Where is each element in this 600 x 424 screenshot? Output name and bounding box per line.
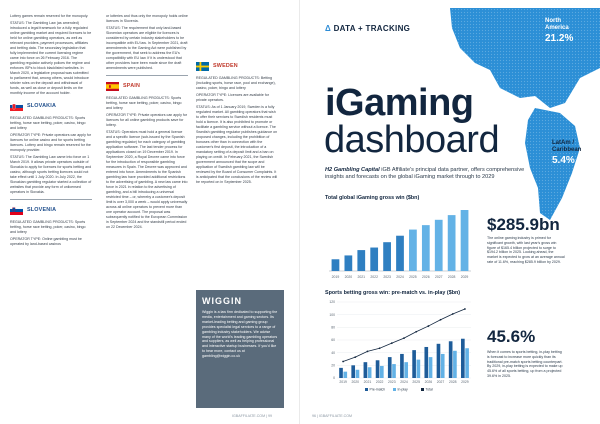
chart2-x-tick-label: 2023 (388, 380, 396, 384)
intro-lead: H2 Gambling Capital (325, 167, 380, 173)
col2-text-top: or lotteries and thus only the monopoly holds online licences in Slovenia. (106, 14, 188, 23)
region-pct: 21.2% (545, 33, 574, 44)
chart2-bar-in-play (380, 366, 384, 378)
chart2-x-tick-label: 2028 (448, 380, 457, 384)
region-latam (552, 140, 588, 166)
chart2-legend-label: Total (425, 387, 433, 392)
chart2-legend-swatch (393, 388, 396, 391)
chart1-bar (422, 225, 430, 271)
chart2-bar-pre-match (400, 354, 404, 378)
chart1-bar (396, 236, 404, 271)
header-brand: DATA + TRACKING (333, 24, 411, 33)
chart2-bar-pre-match (461, 339, 465, 378)
chart2-bar-in-play (417, 360, 421, 378)
chart2-x-tick-label: 2021 (363, 380, 372, 384)
chart1-bar (357, 250, 365, 271)
chart1-x-tick-label: 2027 (434, 275, 443, 279)
chart2-bar-pre-match (376, 360, 380, 378)
chart2-y-tick-label: 0 (333, 376, 335, 381)
chart2-x-tick-label: 2027 (436, 380, 445, 384)
chart1-x-tick-label: 2024 (396, 275, 404, 279)
chart2-x-tick-label: 2022 (375, 380, 384, 384)
chart2-bar-pre-match (339, 368, 343, 378)
chart2-x-tick-label: 2029 (461, 380, 469, 384)
chart2-total-point (367, 351, 369, 353)
chart2-bar-in-play (465, 348, 469, 378)
divider (10, 199, 92, 200)
chart2-big-number: 45.6% (487, 327, 536, 346)
chart1-x-tick-label: 2022 (370, 275, 378, 279)
spain-status: STATUS: Operators must hold a general licence and a specific licence (sub-issued by the Spanish gambling regulator) for each category of gambling application software. The last tender process for applications closed on 19 December 2019. In September 2020, a Royal Decree came into force for the introduction of responsible gambling measures in Spain. The Decree was approved and entered into force. Amendments to the Spanish gambling law have provided additional restrictions to the advertising of gambling. A new law came into force in 2021 in relation to the advertising of gambling, and a bill introducing a universal restricted time – or, whereby a customer's deposit limit is over 3,000 a week – would apply universally across all online operators to prevent more than one operator account. The proposal was subsequently notified to the European Commission in September 2024 and the standstill period ended on 22 December 2024. (106, 130, 188, 229)
chart2-bar-in-play (441, 354, 445, 378)
chart2-total-point (403, 337, 405, 339)
slovakia-name: SLOVAKIA (27, 103, 57, 109)
chart1-x-tick-label: 2023 (383, 275, 391, 279)
chart1-x-tick-label: 2029 (460, 275, 469, 279)
wiggin-logo: WIGGIN (202, 296, 242, 306)
chart2-total-point (415, 331, 417, 333)
sweden-operator: OPERATOR TYPE: Licences are available for private operators. (196, 93, 269, 102)
slovenia-name: SLOVENIA (27, 207, 57, 213)
chart2-y-tick-label: 40 (331, 350, 335, 355)
chart2-x-tick-label: 2020 (351, 380, 360, 384)
sweden-name: SWEDEN (213, 63, 238, 69)
chart1-bar (435, 220, 443, 271)
page-title: iGaming (325, 82, 474, 124)
wiggin-info-box (196, 290, 284, 408)
chart1-bar (370, 248, 378, 271)
chart1-x-tick-label: 2020 (344, 275, 353, 279)
chart1-x-tick-label: 2026 (422, 275, 430, 279)
region-name: North America (545, 18, 569, 31)
chart1-title: Total global iGaming gross win ($bn) (325, 195, 420, 201)
chart2-total-point (464, 308, 466, 310)
chart2-bar-in-play (356, 370, 360, 378)
chart2-total-line (343, 309, 465, 362)
chart2-y-tick-label: 100 (329, 312, 335, 317)
chart1-bar (409, 230, 417, 271)
wiggin-text: Wiggin is a law firm dedicated to supporting the media, entertainment and gaming sectors. Its market-leading betting and gaming group provides specialist legal services to a range of gambling industry stakeholders. We advise many of the world's leading gambling operators and suppliers, as well as helping professional and interactive startup businesses. If you'd like to hear more, contact us at gambling@wiggin.co.uk (202, 310, 278, 359)
intro-rest: iGB Affiliate's principal data partner, offers comprehensive insights and forecasts on the global iGaming market through to 2029 (325, 167, 525, 180)
chart2-bar-pre-match (364, 362, 368, 378)
chart1-bar (461, 210, 469, 271)
region-pct: 5.4% (552, 155, 575, 166)
chart1-big-number: $285.9bn (487, 215, 560, 234)
slovakia-operator: OPERATOR TYPE: Private operators can apply for licences for online casino and for sports betting licences. Lottery and bingo remain reserved for the monopoly provider. (10, 133, 92, 152)
left-column-2 (106, 14, 188, 232)
chart2-y-tick-label: 120 (329, 300, 335, 305)
brand-mark-icon: Δ (325, 24, 332, 33)
slovakia-products: REGULATED GAMBLING PRODUCTS: Sports betting, horse race betting, poker, casino, bingo and lottery (10, 116, 86, 130)
chart1-description: The online gaming industry is primed for significant growth, with last year's gross win figure of $165.4 billion projected to surge to $194.2 billion in 2025. Looking ahead, the market is expected to grow at an average annual rate of 11.6%, reaching $285.9 billion by 2029. (487, 236, 565, 264)
col1-intro-1: Lottery games remain reserved for the monopoly. (10, 14, 89, 18)
left-column-3 (196, 14, 278, 187)
chart2-total-point (342, 361, 344, 363)
chart2-bar-in-play (453, 351, 457, 378)
chart2-total-point (354, 356, 356, 358)
chart2-x-tick-label: 2026 (424, 380, 433, 384)
chart1-x-tick-label: 2028 (447, 275, 456, 279)
chart2-svg (325, 298, 475, 394)
chart2-bar-in-play (392, 364, 396, 378)
chart2-bar-pre-match (388, 357, 392, 378)
spain-flag-icon (106, 82, 119, 91)
sweden-products: REGULATED GAMBLING PRODUCTS: Betting (including sports, horse race, pool and exchange), casino, poker, bingo and lottery (196, 76, 276, 90)
chart1-x-tick-label: 2025 (409, 275, 417, 279)
slovenia-products: REGULATED GAMBLING PRODUCTS: Sports betting, horse race betting, poker, casino, bingo and lottery (10, 220, 86, 234)
spain-products: REGULATED GAMBLING PRODUCTS: Sports betting, horse race betting, poker, casino, bingo and lottery (106, 96, 182, 110)
slovakia-flag-icon (10, 102, 23, 111)
col2-status: STATUS: The requirement that only land-based Slovenian operators are eligible for licences is considered by certain industry stakeholders to be incompatible with EU law. In September 2021, draft amendments to the Gaming Act were published by the government, that seek to address the EU's compatibility with EU law. If it is understood that other providers have been made since the draft amendments were published. (106, 26, 188, 70)
slovenia-operator: OPERATOR TYPE: Online gambling must be operated by land-based casinos (10, 237, 82, 246)
chart2-total-point (379, 347, 381, 349)
chart1-bar (344, 255, 352, 271)
slovenia-flag-icon (10, 206, 23, 215)
chart2-total-point (391, 342, 393, 344)
chart2-x-tick-label: 2025 (412, 380, 420, 384)
chart2-bar-pre-match (424, 347, 428, 378)
chart2-y-tick-label: 60 (331, 338, 335, 343)
chart2-x-tick-label: 2019 (339, 380, 347, 384)
chart2-bar-pre-match (412, 350, 416, 378)
region-north-america (545, 18, 585, 44)
left-page-footer: IGBAFFILIATE.COM | 99 (232, 414, 273, 418)
chart2-legend-swatch (421, 388, 424, 391)
chart2-total-point (440, 319, 442, 321)
spain-heading (106, 82, 188, 91)
sweden-heading (196, 62, 278, 71)
chart2-y-tick-label: 20 (331, 363, 335, 368)
chart2-description: When it comes to sports betting, in-play betting is forecast to increase more quickly than its traditional pre-match sports betting counterpart. By 2029, in-play betting is expected to make up 45.6% of all sports betting, up from a projected 39.6% in 2025. (487, 350, 563, 378)
slovenia-heading (10, 206, 92, 215)
chart2-bar-pre-match (449, 341, 453, 378)
slovakia-status: STATUS: The Gambling Law came into force on 1 March 2019. It allows private operators outside of Slovakia to apply for licences for sports betting and casino, although sports betting licences could not take effect until 1 July 2020. In July 2022, the Slovakian gambling regulator started a collection of websites that provide any form of unlicensed operators in Slovakia. (10, 155, 92, 194)
chart2-bar-pre-match (351, 365, 355, 378)
chart2-y-tick-label: 80 (331, 325, 335, 330)
sweden-flag-icon (196, 62, 209, 71)
chart1-bar (448, 215, 456, 271)
chart2-bar-pre-match (437, 344, 441, 378)
data-tracking-header (325, 24, 410, 33)
chart2-legend-label: In-play (397, 387, 408, 392)
chart1-x-tick-label: 2019 (331, 275, 340, 279)
chart2-x-tick-label: 2024 (400, 380, 408, 384)
chart2-bar-in-play (343, 372, 347, 378)
page-subtitle: dashboard (324, 119, 500, 161)
chart2-bar-in-play (368, 367, 372, 378)
chart2-title: Sports betting gross win: pre-match vs. in-play ($bn) (325, 290, 461, 296)
chart2-bar-in-play (404, 362, 408, 378)
sweden-status: STATUS: As of 1 January 2019, Sweden is a fully regulated market. All gambling operators that wish to offer their services to Swedish residents must hold a licence. It is also prohibited to promote or facilitate a gambling service without a licence. The Swedish gambling regulator publishes guidance on proposed changes, including the prohibition of bonuses other than in connection with the customer's first deposit, the introduction of a mandatory setting of a deposit limit and a ban on playing on credit. In February 2021, the Swedish government announced that the scope and application of Swedish gambling law will be reviewed by the Board of Consumer Complaints. It is anticipated that the conclusions of the review will be reported on in September 2025. (196, 105, 278, 184)
chart1-svg (325, 203, 475, 281)
region-name: LatAm / Caribbean (552, 140, 582, 153)
spain-operator: OPERATOR TYPE: Private operators can apply for licences for all online gambling products save for lottery. (106, 113, 188, 127)
divider (106, 75, 188, 76)
chart2-total-point (452, 313, 454, 315)
chart2-bar-in-play (429, 357, 433, 378)
intro-paragraph (325, 167, 535, 181)
col1-intro-2: STATUS: The Gambling Law (as amended) introduced a legal framework for a fully regulated online gambling market and required licences to be held for online gambling operators, as well as relevant providers, payment processors, affiliates and betting data. The secondary legislation that fully implemented the current licensing regime came into force on 26 February 2016. The gambling regulator actively polices the regime and enforces ISPs to block blacklisted websites. In March 2020, a legislative proposal was submitted to parliament that, among others, would introduce stricter rules on the deposit and withdrawal of funds, as well as close or deposit limits on the monthly income of the account holder. (10, 21, 92, 95)
right-page-footer: 96 | IGBAFFILIATE.COM (312, 414, 353, 418)
chart2-total-point (427, 325, 429, 327)
chart1-bar (332, 259, 340, 271)
chart2-legend-label: Pre-match (369, 387, 386, 392)
chart1-bar (383, 242, 391, 271)
slovakia-heading (10, 102, 92, 111)
left-column-1 (10, 14, 92, 249)
spain-name: SPAIN (123, 83, 141, 89)
chart2-legend-swatch (365, 388, 368, 391)
chart1-x-tick-label: 2021 (357, 275, 366, 279)
